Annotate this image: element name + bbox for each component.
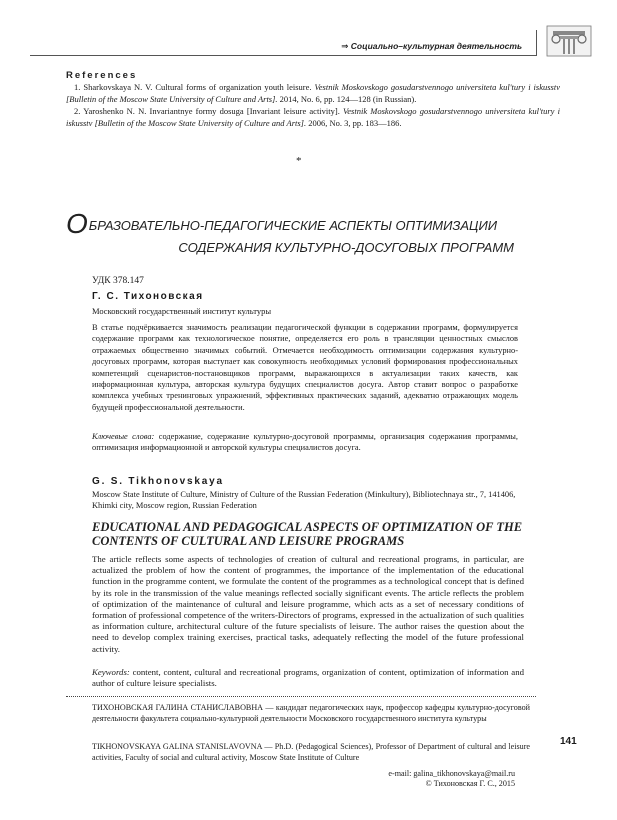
section-separator: * [296, 155, 302, 167]
page-number: 141 [560, 736, 577, 747]
column-capital-icon [545, 24, 593, 58]
section-label: ⇒ Социально–культурная деятельность [341, 41, 522, 51]
author-name-ru: Г. С. Тихоновская [92, 291, 204, 302]
keywords-ru: Ключевые слова: содержание, содержание культурно-досуговой программы, организация содержания программы, оптимизация информационной и авторской культуры специалистов досуга. [92, 432, 518, 453]
reference-item: 2. Yaroshenko N. N. Invariantnye formy dosuga [Invariant leisure activity]. Vestnik Moskovskogo gosudarstvennogo universiteta kul'tury i iskusstv [Bulletin of the Moscow State University of Culture and Arts]. 2006, No. 3, pp. 183—186. [66, 106, 560, 128]
article-title-en: EDUCATIONAL AND PEDAGOGICAL ASPECTS OF OPTIMIZATION OF THE CONTENTS OF CULTURAL AND LEISURE PROGRAMS [92, 520, 523, 548]
header-rule-vertical [536, 30, 537, 56]
abstract-en: The article reflects some aspects of technologies of creation of cultural and recreational programs, in particular, are actualized the problem of how the content of programmes, the importance of the implementation of the educational function in the programme content, we formulate the content of the programmes as a technological concept that is defined by its role in the transmission of the value meanings reflected socially significant events. The article reflects the problem of optimization of the maintenance of cultural and leisure programme, which acts as a set of necessary conditions of formation of professional competence of the writers-Directors of programs, expressed in the actualization of such qualities as information culture, architectural culture of the future specialists of leisure. The author raises the question about the need to develop complex training exercises, practical tasks, adequately reflecting the model of the future professional activity. [92, 554, 524, 654]
author-bio-ru: ТИХОНОВСКАЯ ГАЛИНА СТАНИСЛАВОВНА — кандидат педагогических наук, профессор кафедры культурно-досуговой деятельности факультета социально-культурной деятельности Московского государственного института культуры [92, 703, 530, 723]
references-heading: References [66, 70, 138, 81]
footer-divider [66, 696, 536, 697]
keywords-en: Keywords: content, content, cultural and recreational programs, organization of content, optimization of information and author of culture leisure specialists. [92, 667, 524, 689]
title-initial: О [66, 208, 88, 239]
reference-item: 1. Sharkovskaya N. V. Cultural forms of organization youth leisure. Vestnik Moskovskogo gosudarstvennogo universiteta kul'tury i iskusstv [Bulletin of the Moscow State University of Culture and Arts]. 2014, No. 6, pp. 124—128 (in Russian). [66, 82, 560, 104]
article-title-ru: ОБРАЗОВАТЕЛЬНО-ПЕДАГОГИЧЕСКИЕ АСПЕКТЫ ОПТИМИЗАЦИИ СОДЕРЖАНИЯ КУЛЬТУРНО-ДОСУГОВЫХ ПРОГРАММ [66, 208, 514, 255]
affiliation-en: Moscow State Institute of Culture, Ministry of Culture of the Russian Federation (Minkultury), Bibliotechnaya str., 7, 141406, Khimki city, Moscow region, Russian Federation [92, 490, 516, 510]
abstract-ru: В статье подчёркивается значимость реализации педагогической функции в содержании программ, формулируется содержание программ как технологическое понятие, определяется его роль в трансляции ценностных смыслов отражаемых общественно значимых событий. Отмечается необходимость оптимизации содержания культурно-досуговых программ, которая выступает как совокупность необходимых условий формирования профессиональных компетенций сценаристов-постановщиков программ, выражающихся в актуализации таких качеств, как информационная культура, авторская культура будущих специалистов досуга. Автор ставит вопрос о разработке комплекса учебных тренинговых упражнений, эффективных практических заданий, адекватно отражающих модель будущей профессиональной деятельности. [92, 323, 518, 412]
affiliation-ru: Московский государственный институт культуры [92, 306, 272, 316]
author-name-en: G. S. Tikhonovskaya [92, 476, 224, 487]
udk-code: УДК 378.147 [92, 276, 144, 286]
references-list [66, 82, 560, 130]
author-email[interactable]: e-mail: galina_tikhonovskaya@mail.ru [388, 769, 515, 778]
copyright: © Тихоновская Г. С., 2015 [425, 779, 515, 788]
author-bio-en: TIKHONOVSKAYA GALINA STANISLAVOVNA — Ph.D. (Pedagogical Sciences), Professor of Department of cultural and leisure activities, Faculty of social and cultural activity, Moscow State Institute of Culture [92, 742, 530, 762]
header-rule [30, 55, 536, 56]
